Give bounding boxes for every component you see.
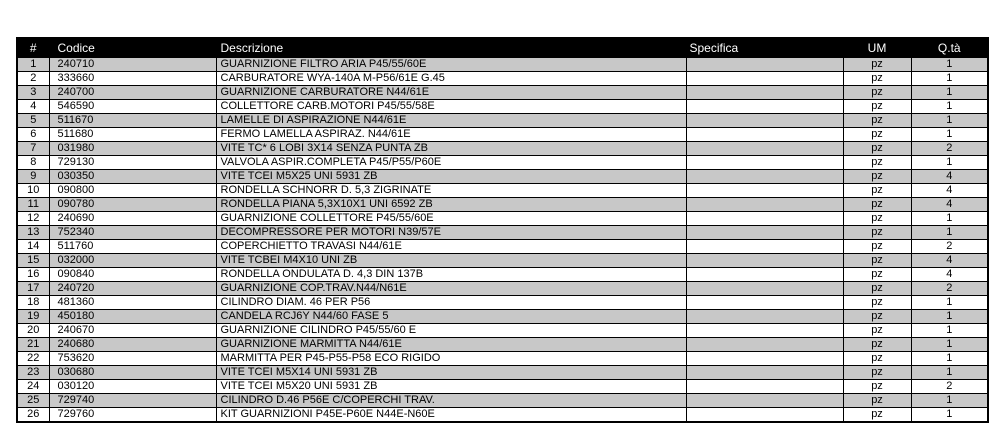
- row-qta-cell: 2: [911, 240, 988, 254]
- row-codice-cell: 030680: [49, 366, 216, 380]
- row-um-cell: pz: [843, 352, 911, 366]
- row-qta-cell: 1: [911, 352, 988, 366]
- row-qta-cell: 1: [911, 128, 988, 142]
- row-descrizione-cell: GUARNIZIONE CILINDRO P45/55/60 E: [216, 324, 686, 338]
- row-codice-cell: 240700: [49, 86, 216, 100]
- row-descrizione-cell: FERMO LAMELLA ASPIRAZ. N44/61E: [216, 128, 686, 142]
- table-row: [17, 268, 988, 282]
- row-um-cell: pz: [843, 170, 911, 184]
- row-number-cell: 4: [17, 100, 49, 114]
- row-um-cell: pz: [843, 240, 911, 254]
- row-qta-cell: 4: [911, 170, 988, 184]
- row-specifica-cell: [686, 198, 843, 212]
- row-descrizione-cell: CARBURATORE WYA-140A M-P56/61E G.45: [216, 72, 686, 86]
- column-header-descrizione: Descrizione: [216, 38, 686, 58]
- row-specifica-cell: [686, 86, 843, 100]
- row-specifica-cell: [686, 170, 843, 184]
- column-header-specifica: Specifica: [686, 38, 843, 58]
- row-number-cell: 2: [17, 72, 49, 86]
- row-number-cell: 1: [17, 58, 49, 72]
- row-descrizione-cell: MARMITTA PER P45-P55-P58 ECO RIGIDO: [216, 352, 686, 366]
- row-number-cell: 11: [17, 198, 49, 212]
- row-qta-cell: 2: [911, 282, 988, 296]
- parts-table: [16, 37, 989, 423]
- row-codice-cell: 753620: [49, 352, 216, 366]
- row-descrizione-cell: VITE TCBEI M4X10 UNI ZB: [216, 254, 686, 268]
- row-descrizione-cell: DECOMPRESSORE PER MOTORI N39/57E: [216, 226, 686, 240]
- row-codice-cell: 032000: [49, 254, 216, 268]
- table-row: [17, 240, 988, 254]
- row-qta-cell: 1: [911, 72, 988, 86]
- row-specifica-cell: [686, 58, 843, 72]
- row-qta-cell: 2: [911, 380, 988, 394]
- row-number-cell: 21: [17, 338, 49, 352]
- table-row: [17, 58, 988, 72]
- row-specifica-cell: [686, 100, 843, 114]
- row-codice-cell: 450180: [49, 310, 216, 324]
- row-descrizione-cell: CILINDRO DIAM. 46 PER P56: [216, 296, 686, 310]
- row-specifica-cell: [686, 72, 843, 86]
- row-descrizione-cell: RONDELLA PIANA 5,3X10X1 UNI 6592 ZB: [216, 198, 686, 212]
- row-qta-cell: 1: [911, 408, 988, 423]
- row-specifica-cell: [686, 408, 843, 423]
- row-codice-cell: 333660: [49, 72, 216, 86]
- row-number-cell: 8: [17, 156, 49, 170]
- row-um-cell: pz: [843, 128, 911, 142]
- table-row: [17, 142, 988, 156]
- row-number-cell: 14: [17, 240, 49, 254]
- table-row: [17, 254, 988, 268]
- row-um-cell: pz: [843, 310, 911, 324]
- table-row: [17, 380, 988, 394]
- row-qta-cell: 4: [911, 184, 988, 198]
- row-specifica-cell: [686, 114, 843, 128]
- row-codice-cell: 729760: [49, 408, 216, 423]
- row-specifica-cell: [686, 184, 843, 198]
- row-specifica-cell: [686, 156, 843, 170]
- row-codice-cell: 030350: [49, 170, 216, 184]
- row-codice-cell: 031980: [49, 142, 216, 156]
- row-descrizione-cell: VALVOLA ASPIR.COMPLETA P45/P55/P60E: [216, 156, 686, 170]
- row-descrizione-cell: LAMELLE DI ASPIRAZIONE N44/61E: [216, 114, 686, 128]
- table-row: [17, 100, 988, 114]
- row-um-cell: pz: [843, 142, 911, 156]
- row-descrizione-cell: VITE TCEI M5X14 UNI 5931 ZB: [216, 366, 686, 380]
- row-codice-cell: 240690: [49, 212, 216, 226]
- row-specifica-cell: [686, 268, 843, 282]
- row-number-cell: 5: [17, 114, 49, 128]
- row-number-cell: 6: [17, 128, 49, 142]
- row-um-cell: pz: [843, 324, 911, 338]
- table-row: [17, 324, 988, 338]
- row-um-cell: pz: [843, 366, 911, 380]
- row-number-cell: 22: [17, 352, 49, 366]
- row-qta-cell: 1: [911, 226, 988, 240]
- row-codice-cell: 729740: [49, 394, 216, 408]
- row-specifica-cell: [686, 128, 843, 142]
- table-row: [17, 86, 988, 100]
- row-codice-cell: 481360: [49, 296, 216, 310]
- table-row: [17, 128, 988, 142]
- row-descrizione-cell: RONDELLA SCHNORR D. 5,3 ZIGRINATE: [216, 184, 686, 198]
- table-row: [17, 170, 988, 184]
- row-qta-cell: 1: [911, 338, 988, 352]
- row-codice-cell: 546590: [49, 100, 216, 114]
- row-qta-cell: 4: [911, 198, 988, 212]
- row-um-cell: pz: [843, 184, 911, 198]
- table-row: [17, 352, 988, 366]
- row-codice-cell: 240720: [49, 282, 216, 296]
- row-qta-cell: 4: [911, 268, 988, 282]
- row-qta-cell: 1: [911, 86, 988, 100]
- row-specifica-cell: [686, 240, 843, 254]
- row-um-cell: pz: [843, 58, 911, 72]
- row-descrizione-cell: GUARNIZIONE COLLETTORE P45/55/60E: [216, 212, 686, 226]
- table-row: [17, 282, 988, 296]
- row-codice-cell: 030120: [49, 380, 216, 394]
- row-um-cell: pz: [843, 198, 911, 212]
- row-specifica-cell: [686, 366, 843, 380]
- row-qta-cell: 1: [911, 114, 988, 128]
- table-row: [17, 156, 988, 170]
- row-um-cell: pz: [843, 114, 911, 128]
- table-header-row: [17, 38, 988, 58]
- row-specifica-cell: [686, 254, 843, 268]
- row-specifica-cell: [686, 394, 843, 408]
- row-descrizione-cell: COLLETTORE CARB.MOTORI P45/55/58E: [216, 100, 686, 114]
- row-descrizione-cell: GUARNIZIONE FILTRO ARIA P45/55/60E: [216, 58, 686, 72]
- row-codice-cell: 090800: [49, 184, 216, 198]
- row-um-cell: pz: [843, 380, 911, 394]
- row-codice-cell: 511670: [49, 114, 216, 128]
- row-number-cell: 23: [17, 366, 49, 380]
- row-codice-cell: 240680: [49, 338, 216, 352]
- row-descrizione-cell: KIT GUARNIZIONI P45E-P60E N44E-N60E: [216, 408, 686, 423]
- row-descrizione-cell: GUARNIZIONE COP.TRAV.N44/N61E: [216, 282, 686, 296]
- row-qta-cell: 1: [911, 156, 988, 170]
- row-descrizione-cell: RONDELLA ONDULATA D. 4,3 DIN 137B: [216, 268, 686, 282]
- row-codice-cell: 240670: [49, 324, 216, 338]
- row-um-cell: pz: [843, 296, 911, 310]
- row-um-cell: pz: [843, 72, 911, 86]
- row-number-cell: 15: [17, 254, 49, 268]
- row-qta-cell: 1: [911, 324, 988, 338]
- row-number-cell: 12: [17, 212, 49, 226]
- row-qta-cell: 1: [911, 58, 988, 72]
- row-qta-cell: 1: [911, 394, 988, 408]
- row-qta-cell: 4: [911, 254, 988, 268]
- row-qta-cell: 1: [911, 366, 988, 380]
- row-um-cell: pz: [843, 100, 911, 114]
- row-number-cell: 13: [17, 226, 49, 240]
- row-specifica-cell: [686, 296, 843, 310]
- row-codice-cell: 752340: [49, 226, 216, 240]
- row-um-cell: pz: [843, 268, 911, 282]
- row-number-cell: 16: [17, 268, 49, 282]
- row-descrizione-cell: GUARNIZIONE CARBURATORE N44/61E: [216, 86, 686, 100]
- row-specifica-cell: [686, 310, 843, 324]
- row-number-cell: 19: [17, 310, 49, 324]
- row-codice-cell: 240710: [49, 58, 216, 72]
- row-um-cell: pz: [843, 282, 911, 296]
- column-header-um: UM: [843, 38, 911, 58]
- row-number-cell: 18: [17, 296, 49, 310]
- row-descrizione-cell: COPERCHIETTO TRAVASI N44/61E: [216, 240, 686, 254]
- row-um-cell: pz: [843, 212, 911, 226]
- row-number-cell: 7: [17, 142, 49, 156]
- row-descrizione-cell: GUARNIZIONE MARMITTA N44/61E: [216, 338, 686, 352]
- table-row: [17, 366, 988, 380]
- row-um-cell: pz: [843, 408, 911, 423]
- row-um-cell: pz: [843, 156, 911, 170]
- row-number-cell: 24: [17, 380, 49, 394]
- row-number-cell: 9: [17, 170, 49, 184]
- row-codice-cell: 729130: [49, 156, 216, 170]
- row-um-cell: pz: [843, 226, 911, 240]
- row-um-cell: pz: [843, 394, 911, 408]
- row-um-cell: pz: [843, 338, 911, 352]
- row-qta-cell: 2: [911, 142, 988, 156]
- table-row: [17, 226, 988, 240]
- row-specifica-cell: [686, 282, 843, 296]
- row-codice-cell: 090780: [49, 198, 216, 212]
- row-qta-cell: 1: [911, 212, 988, 226]
- row-um-cell: pz: [843, 254, 911, 268]
- row-number-cell: 20: [17, 324, 49, 338]
- column-header-number: #: [17, 38, 49, 58]
- row-descrizione-cell: VITE TCEI M5X20 UNI 5931 ZB: [216, 380, 686, 394]
- row-specifica-cell: [686, 142, 843, 156]
- row-specifica-cell: [686, 324, 843, 338]
- row-codice-cell: 090840: [49, 268, 216, 282]
- row-number-cell: 25: [17, 394, 49, 408]
- table-row: [17, 184, 988, 198]
- row-codice-cell: 511680: [49, 128, 216, 142]
- table-row: [17, 198, 988, 212]
- row-qta-cell: 1: [911, 296, 988, 310]
- row-specifica-cell: [686, 352, 843, 366]
- column-header-codice: Codice: [49, 38, 216, 58]
- row-specifica-cell: [686, 226, 843, 240]
- row-number-cell: 3: [17, 86, 49, 100]
- parts-table-container: [16, 37, 987, 423]
- row-descrizione-cell: CANDELA RCJ6Y N44/60 FASE 5: [216, 310, 686, 324]
- row-specifica-cell: [686, 212, 843, 226]
- table-row: [17, 338, 988, 352]
- row-um-cell: pz: [843, 86, 911, 100]
- column-header-qta: Q.tà: [911, 38, 988, 58]
- table-row: [17, 212, 988, 226]
- row-number-cell: 26: [17, 408, 49, 423]
- table-row: [17, 72, 988, 86]
- row-qta-cell: 1: [911, 100, 988, 114]
- table-body: [17, 58, 988, 423]
- row-number-cell: 17: [17, 282, 49, 296]
- table-header: [17, 38, 988, 58]
- row-codice-cell: 511760: [49, 240, 216, 254]
- table-row: [17, 310, 988, 324]
- row-qta-cell: 1: [911, 310, 988, 324]
- row-descrizione-cell: VITE TC* 6 LOBI 3X14 SENZA PUNTA ZB: [216, 142, 686, 156]
- row-specifica-cell: [686, 338, 843, 352]
- table-row: [17, 408, 988, 423]
- table-row: [17, 296, 988, 310]
- row-number-cell: 10: [17, 184, 49, 198]
- row-descrizione-cell: VITE TCEI M5X25 UNI 5931 ZB: [216, 170, 686, 184]
- table-row: [17, 394, 988, 408]
- row-descrizione-cell: CILINDRO D.46 P56E C/COPERCHI TRAV.: [216, 394, 686, 408]
- row-specifica-cell: [686, 380, 843, 394]
- table-row: [17, 114, 988, 128]
